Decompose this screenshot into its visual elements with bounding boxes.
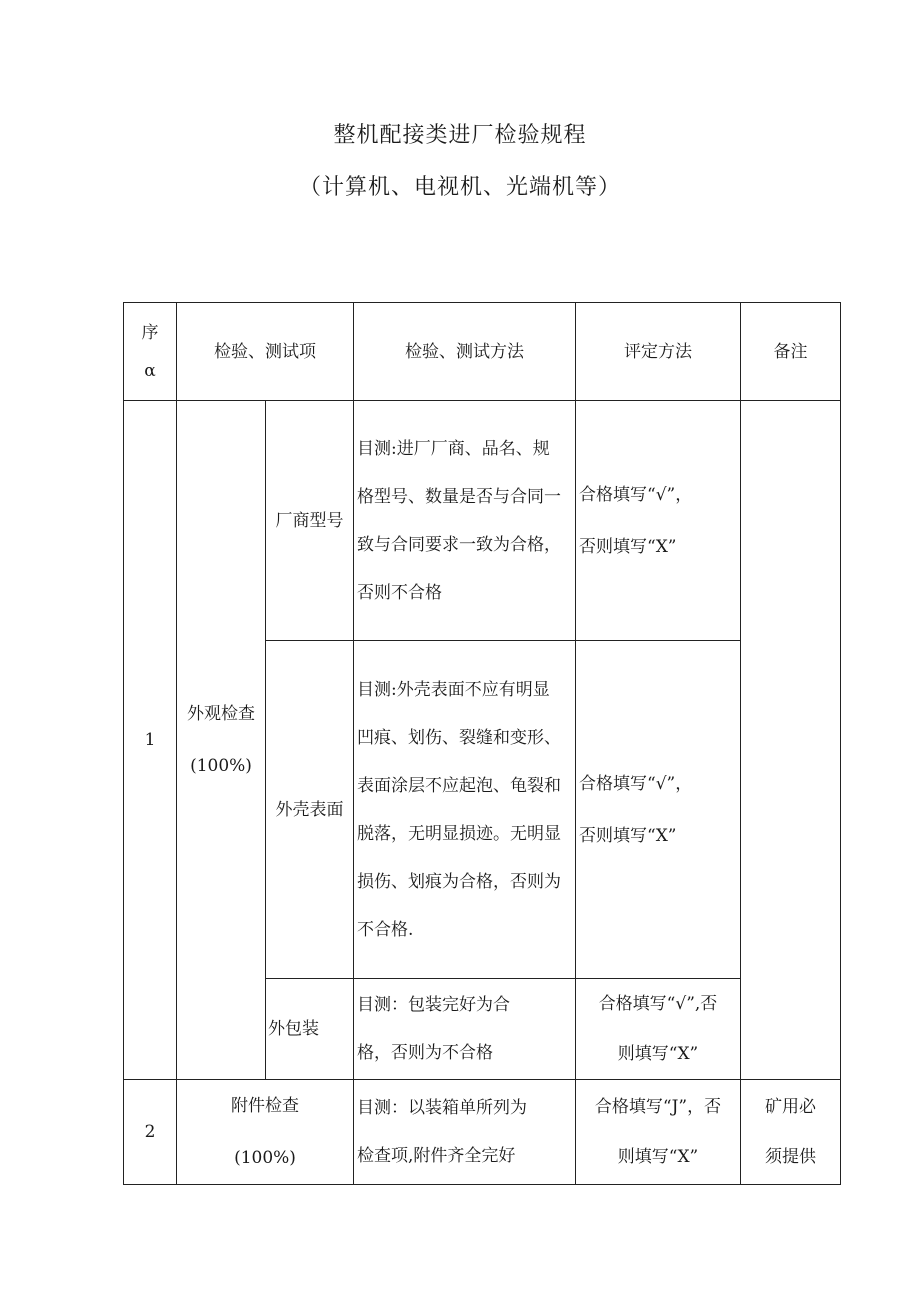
category-name: 外观检查 — [187, 704, 255, 724]
method-line: 不合格. — [357, 919, 414, 940]
method-line: 检查项,附件齐全完好 — [357, 1146, 516, 1166]
subitem-name: 外包装 — [266, 979, 354, 1080]
remarks-cell — [741, 401, 841, 1080]
category-percent: (100%) — [234, 1148, 296, 1168]
method-line: 目测:进厂厂商、品名、规 — [357, 438, 550, 459]
header-seq-line1: 序 — [141, 322, 159, 343]
header-seq-line2: α — [144, 360, 156, 381]
evaluation-cell — [576, 401, 741, 641]
header-seq — [124, 303, 177, 401]
evaluation-line: 否则填写“X” — [579, 536, 677, 557]
method-line: 损伤、划痕为合格，否则为 — [357, 871, 561, 892]
table-row — [124, 401, 841, 641]
method-cell — [354, 641, 576, 979]
header-method: 检验、测试方法 — [354, 303, 576, 401]
evaluation-line: 合格填写“√”,否 — [598, 994, 718, 1014]
method-cell — [354, 401, 576, 641]
category-percent: (100%) — [190, 756, 252, 776]
method-cell — [354, 979, 576, 1080]
evaluation-cell — [576, 641, 741, 979]
evaluation-line: 则填写“X” — [617, 1147, 699, 1167]
subitem-name: 厂商型号 — [266, 401, 354, 641]
document-subtitle: （计算机、电视机、光端机等） — [298, 175, 621, 200]
header-item: 检验、测试项 — [177, 303, 354, 401]
document-title: 整机配接类进厂检验规程 — [333, 123, 587, 148]
category-cell — [177, 1080, 354, 1185]
evaluation-cell — [576, 1080, 741, 1185]
method-line: 目测:外壳表面不应有明显 — [357, 679, 550, 700]
inspection-table — [123, 302, 841, 1185]
evaluation-line: 则填写“X” — [617, 1044, 699, 1064]
method-cell — [354, 1080, 576, 1185]
category-cell — [177, 401, 266, 1080]
evaluation-line: 否则填写“X” — [579, 825, 677, 846]
header-remarks: 备注 — [741, 303, 841, 401]
remarks-line: 矿用必 — [765, 1097, 816, 1117]
evaluation-line: 合格填写“√”， — [579, 773, 693, 794]
method-line: 脱落，无明显损迹。无明显 — [357, 823, 561, 844]
remarks-line: 须提供 — [765, 1147, 816, 1167]
method-line: 格，否则为不合格 — [357, 1043, 493, 1063]
method-line: 否则不合格 — [357, 582, 442, 603]
method-line: 表面涂层不应起泡、龟裂和 — [357, 775, 561, 796]
evaluation-line: 合格填写“√”， — [579, 484, 693, 505]
category-name: 附件检查 — [231, 1096, 299, 1116]
header-row — [124, 303, 841, 401]
method-line: 目测：以装箱单所列为 — [357, 1098, 527, 1118]
subitem-name: 外壳表面 — [266, 641, 354, 979]
table-row — [124, 1080, 841, 1185]
evaluation-cell — [576, 979, 741, 1080]
seq-cell: 1 — [124, 401, 177, 1080]
remarks-cell — [741, 1080, 841, 1185]
evaluation-line: 合格填写“J”，否 — [594, 1097, 722, 1117]
header-evaluation: 评定方法 — [576, 303, 741, 401]
method-line: 凹痕、划伤、裂缝和变形、 — [357, 727, 561, 748]
method-line: 目测：包装完好为合 — [357, 995, 510, 1015]
method-line: 致与合同要求一致为合格， — [357, 534, 561, 555]
seq-cell: 2 — [124, 1080, 177, 1185]
method-line: 格型号、数量是否与合同一 — [357, 486, 561, 507]
